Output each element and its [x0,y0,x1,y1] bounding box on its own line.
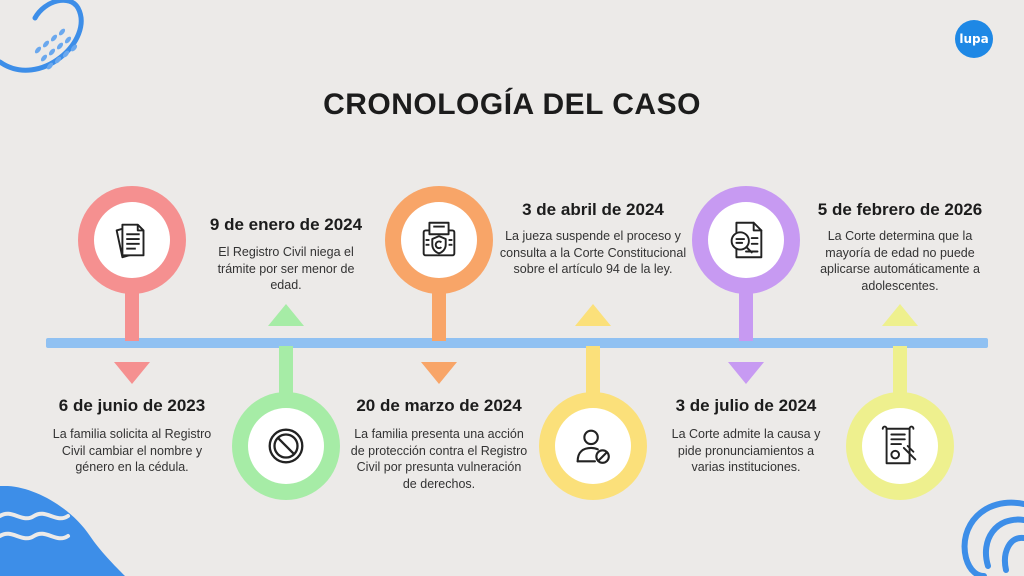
event-4-arrow-up [575,304,611,326]
timeline-bar [46,338,988,348]
event-6-arrow-up [882,304,918,326]
event-5-description: La Corte admite la causa y pide pronunciamientos a varias instituciones. [671,427,821,474]
prohibited-icon [263,423,309,469]
event-6-stem [893,346,907,396]
event-1-description: La familia solicita al Registro Civil cambiar el nombre y género en la cédula. [52,427,212,474]
event-2-circle [232,392,340,500]
event-3-arrow-down [421,362,457,384]
event-4-description: La jueza suspende el proceso y consulta a la Corte Constitucional sobre el artículo 94 de la ley. [499,229,687,276]
bottom-right-swirl-decoration [944,496,1024,576]
event-4-circle [539,392,647,500]
event-6-date: 5 de febrero de 2026 [817,200,983,219]
protection-document-icon [416,217,462,263]
lupa-logo: lupa [955,20,993,58]
event-5-circle [692,186,800,294]
event-3-description: La familia presenta una acción de protección contra el Registro Civil por presunta vulneración de derechos. [350,427,528,491]
event-5-date: 3 de julio de 2024 [675,396,817,415]
event-2-description: El Registro Civil niega el trámite por ser menor de edad. [217,245,355,292]
user-suspended-icon [570,423,616,469]
event-4-stem [586,346,600,396]
event-1-circle [78,186,186,294]
page-title: CRONOLOGÍA DEL CASO [323,88,701,121]
event-2-arrow-up [268,304,304,326]
legal-ruling-icon [877,423,923,469]
event-2-stem [279,346,293,396]
documents-icon [109,217,155,263]
event-1-date: 6 de junio de 2023 [58,396,206,415]
bottom-left-wave-decoration [0,486,130,576]
event-3-circle [385,186,493,294]
event-6-description: La Corte determina que la mayoría de edad no puede aplicarse automáticamente a adolescentes. [820,229,980,293]
event-1-arrow-down [114,362,150,384]
event-6-circle [846,392,954,500]
event-5-arrow-down [728,362,764,384]
event-2-date: 9 de enero de 2024 [209,215,363,234]
event-4-date: 3 de abril de 2024 [522,200,664,219]
top-left-swirl-decoration [0,0,120,90]
event-3-date: 20 de marzo de 2024 [356,396,522,415]
document-search-icon [723,217,769,263]
